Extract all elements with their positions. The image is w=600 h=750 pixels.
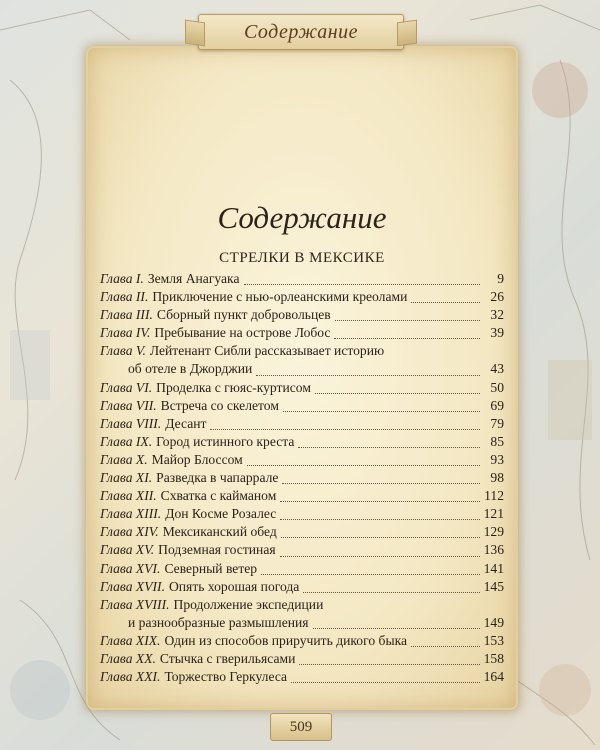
toc-line [100, 523, 504, 541]
chapter-page-number: 32 [490, 307, 504, 323]
chapter-label: Глава XVI. [100, 560, 161, 576]
header-ribbon [198, 14, 404, 50]
chapter-title: Город истинного креста [156, 433, 295, 449]
toc-line [100, 596, 504, 614]
chapter-label: Глава XV. [100, 542, 155, 558]
leader-dots [291, 682, 480, 683]
leader-dots [280, 519, 479, 520]
chapter-label: Глава I. [100, 271, 144, 286]
chapter-label: Глава IX. [100, 433, 153, 449]
chapter-page-number: 39 [490, 325, 504, 341]
chapter-page-number: 136 [483, 542, 504, 558]
table-of-contents [100, 270, 504, 686]
toc-entry[interactable] [100, 415, 504, 433]
chapter-title: Разведка в чапаррале [156, 470, 279, 486]
chapter-title: Майор Блоссом [151, 451, 243, 467]
chapter-page-number: 98 [490, 470, 504, 486]
leader-dots [313, 628, 480, 629]
leader-dots [334, 338, 480, 339]
chapter-label: Глава XIII. [100, 506, 162, 522]
toc-line [100, 668, 504, 686]
chapter-label: Глава V. [100, 343, 146, 359]
chapter-page-number: 85 [490, 433, 504, 449]
chapter-title: Пребывание на острове Лобос [154, 325, 331, 341]
chapter-page-number: 50 [490, 379, 504, 395]
leader-dots [299, 664, 479, 665]
chapter-label: Глава XXI. [100, 669, 161, 685]
toc-entry[interactable] [100, 288, 504, 306]
toc-line [100, 505, 504, 523]
toc-line-continued [100, 614, 504, 632]
chapter-label: Глава XVIII. [100, 596, 170, 612]
leader-dots [281, 537, 480, 538]
toc-line [100, 433, 504, 451]
chapter-label: Глава II. [100, 289, 149, 305]
chapter-title-continued: об отеле в Джорджии [128, 361, 253, 377]
toc-line [100, 487, 504, 505]
toc-line [100, 578, 504, 596]
toc-line [100, 560, 504, 578]
toc-line [100, 415, 504, 433]
chapter-title: Земля Анагуака [147, 271, 240, 286]
chapter-page-number: 79 [490, 415, 504, 431]
chapter-label: Глава XVII. [100, 578, 165, 594]
chapter-label: Глава XIX. [100, 632, 161, 648]
leader-dots [303, 592, 479, 593]
chapter-page-number: 129 [483, 524, 504, 540]
page-number: 509 [270, 713, 332, 741]
header-title: Содержание [243, 20, 359, 43]
leader-dots [282, 483, 480, 484]
toc-line [100, 288, 504, 306]
leader-dots [261, 574, 480, 575]
chapter-page-number: 141 [483, 560, 504, 576]
leader-dots [280, 501, 480, 502]
toc-line [100, 632, 504, 650]
toc-entry[interactable] [100, 433, 504, 451]
toc-line-continued [100, 360, 504, 378]
chapter-page-number: 69 [490, 397, 504, 413]
chapter-page-number: 43 [490, 361, 504, 377]
leader-dots [247, 465, 480, 466]
chapter-label: Глава VI. [100, 379, 153, 395]
toc-line [100, 270, 504, 288]
leader-dots [411, 302, 480, 303]
toc-entry[interactable] [100, 523, 504, 541]
toc-entry[interactable] [100, 560, 504, 578]
chapter-label: Глава IV. [100, 325, 151, 341]
chapter-page-number: 93 [490, 451, 504, 467]
toc-entry[interactable] [100, 668, 504, 686]
chapter-title: Схватка с кайманом [160, 488, 277, 504]
chapter-title: Северный ветер [164, 560, 258, 576]
chapter-title: Мексиканский обед [162, 524, 277, 540]
chapter-page-number: 121 [483, 506, 504, 522]
toc-entry[interactable] [100, 596, 504, 632]
chapter-page-number: 158 [483, 650, 504, 666]
toc-entry[interactable] [100, 397, 504, 415]
leader-dots [210, 429, 480, 430]
chapter-title: Продолжение экспедиции [173, 596, 324, 612]
leader-dots [315, 393, 480, 394]
toc-line [100, 650, 504, 668]
chapter-label: Глава VII. [100, 397, 157, 413]
chapter-title: Проделка с гюяс-куртисом [156, 379, 311, 395]
toc-line [100, 342, 504, 360]
section-title: СТРЕЛКИ В МЕКСИКЕ [219, 250, 385, 266]
toc-line [100, 469, 504, 487]
toc-entry[interactable] [100, 487, 504, 505]
leader-dots [256, 375, 480, 376]
chapter-title: Лейтенант Сибли рассказывает историю [149, 343, 385, 359]
chapter-page-number: 164 [483, 669, 504, 685]
toc-entry[interactable] [100, 541, 504, 559]
chapter-title: Подземная гостиная [158, 542, 276, 558]
chapter-title: Приключение с нью-орлеанскими креолами [152, 289, 408, 305]
toc-line [100, 541, 504, 559]
toc-entry[interactable] [100, 632, 504, 650]
toc-entry[interactable] [100, 342, 504, 378]
chapter-label: Глава III. [100, 307, 153, 323]
toc-entry[interactable] [100, 324, 504, 342]
chapter-label: Глава XII. [100, 488, 157, 504]
chapter-title-continued: и разнообразные размышления [128, 614, 309, 630]
chapter-title: Сборный пункт добровольцев [156, 307, 331, 323]
toc-entry[interactable] [100, 650, 504, 668]
chapter-title: Стычка с гверильясами [159, 650, 296, 666]
leader-dots [283, 411, 480, 412]
chapter-label: Глава XIV. [100, 524, 159, 540]
chapter-title: Встреча со скелетом [160, 397, 279, 413]
toc-line [100, 397, 504, 415]
toc-line [100, 306, 504, 324]
chapter-page-number: 145 [483, 578, 504, 594]
toc-entry[interactable] [100, 451, 504, 469]
page-title: Содержание [217, 200, 387, 235]
toc-entry[interactable] [100, 505, 504, 523]
toc-entry[interactable] [100, 469, 504, 487]
chapter-title: Десант [165, 415, 207, 431]
chapter-page-number: 153 [483, 632, 504, 648]
chapter-title: Опять хорошая погода [168, 578, 300, 594]
chapter-label: Глава X. [100, 451, 148, 467]
toc-entry[interactable] [100, 578, 504, 596]
toc-line [100, 379, 504, 397]
toc-line [100, 324, 504, 342]
leader-dots [298, 447, 480, 448]
toc-entry[interactable] [100, 379, 504, 397]
toc-line [100, 451, 504, 469]
leader-dots [335, 320, 480, 321]
chapter-page-number: 112 [484, 488, 504, 504]
leader-dots [280, 556, 480, 557]
leader-dots [411, 646, 480, 647]
chapter-title: Один из способов приручить дикого быка [164, 632, 408, 648]
chapter-label: Глава XX. [100, 650, 156, 666]
chapter-label: Глава VIII. [100, 415, 162, 431]
toc-entry[interactable] [100, 270, 504, 288]
chapter-title: Торжество Геркулеса [164, 669, 288, 685]
toc-entry[interactable] [100, 306, 504, 324]
chapter-page-number: 26 [490, 289, 504, 305]
leader-dots [244, 284, 481, 285]
chapter-page-number: 149 [483, 614, 504, 630]
chapter-title: Дон Косме Розалес [165, 506, 277, 522]
chapter-page-number: 9 [497, 271, 504, 286]
chapter-label: Глава XI. [100, 470, 153, 486]
